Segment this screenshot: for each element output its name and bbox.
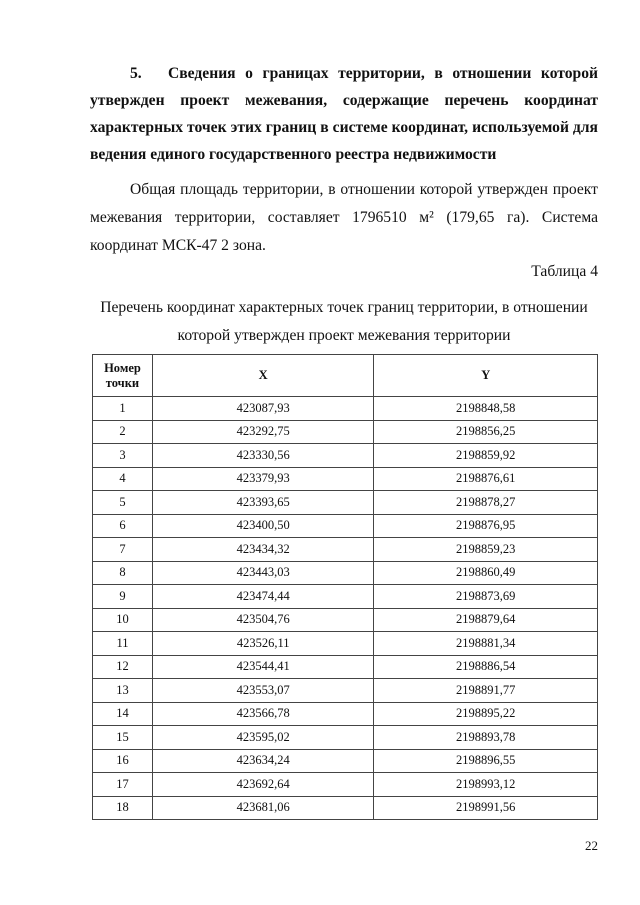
cell-point-number: 15	[93, 726, 153, 750]
cell-point-number: 17	[93, 773, 153, 797]
table-row	[93, 585, 598, 609]
area-paragraph: Общая площадь территории, в отношении которой утвержден проект межевания территории, составляет 1796510 м² (179,65 га). Система координат МСК-47 2 зона.	[90, 181, 598, 254]
header-y: Y	[374, 355, 598, 397]
cell-x: 423692,64	[152, 773, 374, 797]
cell-y: 2198859,92	[374, 444, 598, 468]
header-point-number: Номер точки	[93, 355, 153, 397]
header-x: X	[152, 355, 374, 397]
section-number: 5.	[130, 65, 142, 82]
section-heading	[90, 60, 598, 168]
cell-y: 2198856,25	[374, 420, 598, 444]
table-row	[93, 538, 598, 562]
cell-x: 423504,76	[152, 608, 374, 632]
cell-y: 2198873,69	[374, 585, 598, 609]
cell-x: 423595,02	[152, 726, 374, 750]
table-title	[90, 294, 598, 350]
cell-x: 423526,11	[152, 632, 374, 656]
cell-point-number: 9	[93, 585, 153, 609]
cell-point-number: 2	[93, 420, 153, 444]
cell-point-number: 5	[93, 491, 153, 515]
cell-x: 423087,93	[152, 397, 374, 421]
cell-y: 2198993,12	[374, 773, 598, 797]
cell-y: 2198896,55	[374, 749, 598, 773]
cell-y: 2198878,27	[374, 491, 598, 515]
cell-x: 423634,24	[152, 749, 374, 773]
cell-point-number: 18	[93, 796, 153, 820]
cell-y: 2198876,61	[374, 467, 598, 491]
cell-x: 423681,06	[152, 796, 374, 820]
cell-x: 423379,93	[152, 467, 374, 491]
cell-x: 423292,75	[152, 420, 374, 444]
cell-point-number: 11	[93, 632, 153, 656]
cell-point-number: 8	[93, 561, 153, 585]
cell-x: 423443,03	[152, 561, 374, 585]
cell-x: 423400,50	[152, 514, 374, 538]
cell-x: 423393,65	[152, 491, 374, 515]
table-row	[93, 397, 598, 421]
table-row	[93, 514, 598, 538]
table-row	[93, 726, 598, 750]
table-row	[93, 632, 598, 656]
table-row	[93, 702, 598, 726]
cell-x: 423434,32	[152, 538, 374, 562]
table-row	[93, 420, 598, 444]
table-title-line-1: Перечень координат характерных точек границ территории, в отношении	[100, 299, 588, 316]
cell-x: 423553,07	[152, 679, 374, 703]
page-number: 22	[585, 838, 598, 853]
table-row	[93, 749, 598, 773]
table-body	[93, 397, 598, 820]
cell-x: 423544,41	[152, 655, 374, 679]
table-title-line-2: которой утвержден проект межевания территории	[177, 327, 511, 344]
cell-point-number: 16	[93, 749, 153, 773]
table-header-row	[93, 355, 598, 397]
cell-x: 423474,44	[152, 585, 374, 609]
cell-point-number: 6	[93, 514, 153, 538]
cell-y: 2198881,34	[374, 632, 598, 656]
cell-point-number: 12	[93, 655, 153, 679]
table-row	[93, 444, 598, 468]
table-row	[93, 796, 598, 820]
cell-point-number: 3	[93, 444, 153, 468]
cell-point-number: 14	[93, 702, 153, 726]
cell-point-number: 1	[93, 397, 153, 421]
cell-y: 2198879,64	[374, 608, 598, 632]
cell-x: 423566,78	[152, 702, 374, 726]
cell-y: 2198991,56	[374, 796, 598, 820]
cell-y: 2198886,54	[374, 655, 598, 679]
table-label: Таблица 4	[531, 263, 598, 280]
table-row	[93, 608, 598, 632]
table-row	[93, 773, 598, 797]
table-row	[93, 561, 598, 585]
cell-y: 2198848,58	[374, 397, 598, 421]
table-row	[93, 655, 598, 679]
section-title: Сведения о границах территории, в отношении которой утвержден проект межевания, содержащие перечень координат характерных точек этих границ в системе координат, используемой для ведения единого государственного реестра недвижимости	[90, 65, 598, 163]
cell-y: 2198860,49	[374, 561, 598, 585]
cell-y: 2198876,95	[374, 514, 598, 538]
table-row	[93, 467, 598, 491]
cell-point-number: 13	[93, 679, 153, 703]
cell-y: 2198891,77	[374, 679, 598, 703]
table-row	[93, 679, 598, 703]
cell-point-number: 10	[93, 608, 153, 632]
cell-y: 2198893,78	[374, 726, 598, 750]
cell-point-number: 7	[93, 538, 153, 562]
cell-y: 2198859,23	[374, 538, 598, 562]
cell-point-number: 4	[93, 467, 153, 491]
cell-x: 423330,56	[152, 444, 374, 468]
table-row	[93, 491, 598, 515]
cell-y: 2198895,22	[374, 702, 598, 726]
coordinates-table	[92, 354, 598, 820]
